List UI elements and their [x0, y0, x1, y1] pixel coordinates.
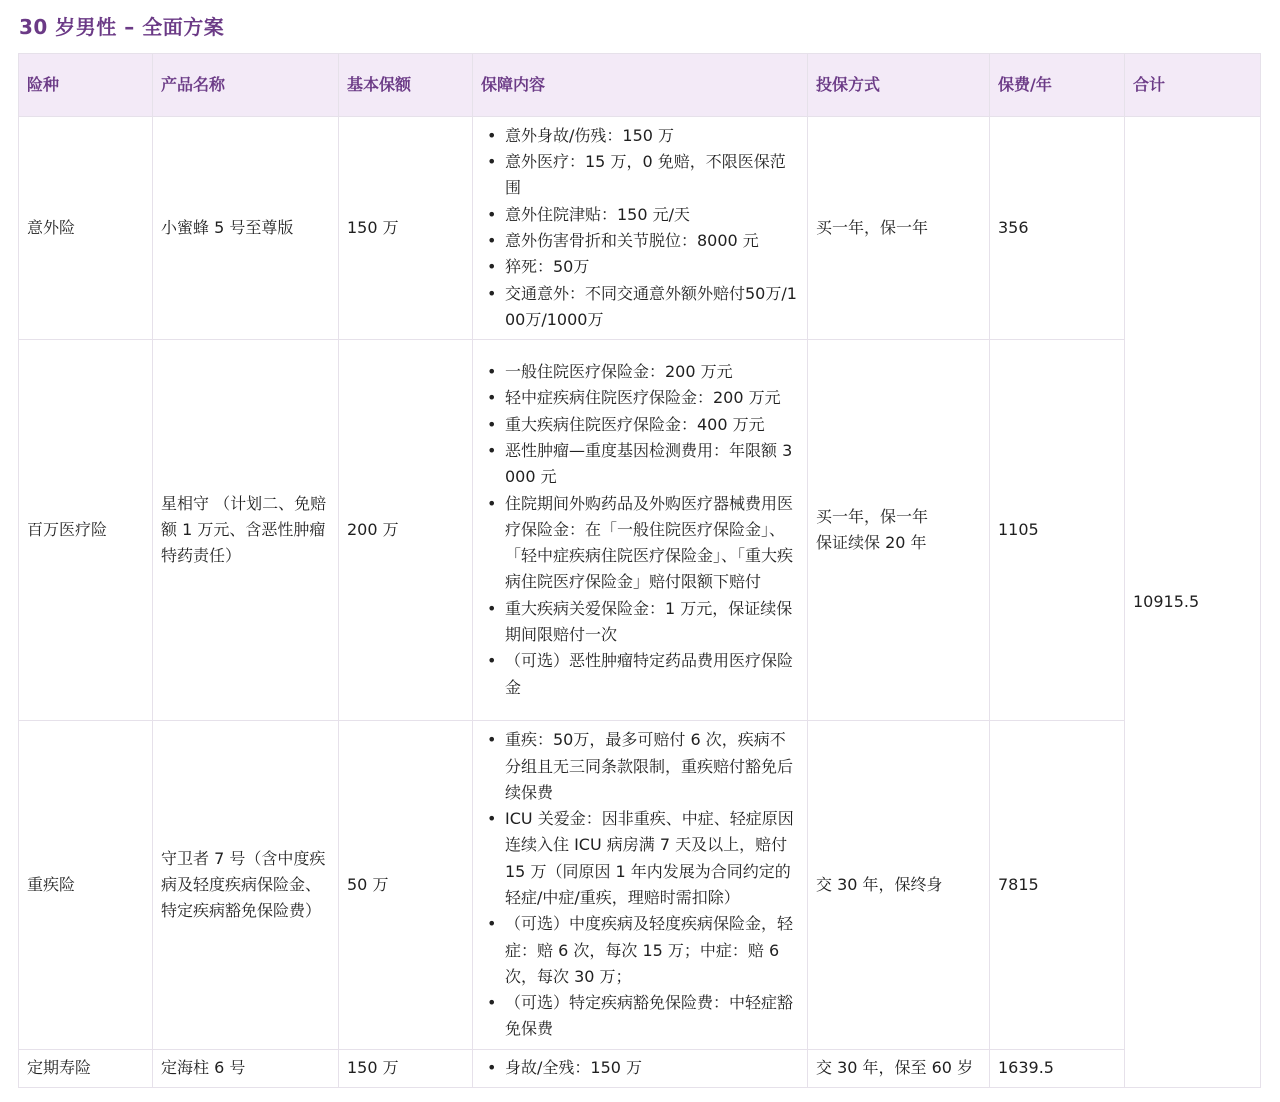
cell-method: [808, 340, 990, 721]
cell-premium: 1639.5: [990, 1050, 1125, 1088]
coverage-item: • （可选）中度疾病及轻度疾病保险金，轻症：赔 6 次，每次 15 万；中症：赔 6 次，每次 30 万；: [505, 911, 799, 990]
cell-type: 百万医疗险: [19, 340, 153, 721]
coverage-item: • 轻中症疾病住院医疗保险金：200 万元: [505, 385, 799, 411]
cell-product: 定海柱 6 号: [153, 1050, 339, 1088]
cell-type: 定期寿险: [19, 1050, 153, 1088]
coverage-item: • 住院期间外购药品及外购医疗器械费用医疗保险金：在「一般住院医疗保险金」、「轻中症疾病住院医疗保险金」、「重大疾病住院医疗保险金」赔付限额下赔付: [505, 491, 799, 596]
cell-amount: 150 万: [339, 1050, 473, 1088]
coverage-item: • 身故/全残：150 万: [505, 1055, 799, 1081]
cell-product: 星相守 （计划二、免赔额 1 万元、含恶性肿瘤特药责任）: [153, 340, 339, 721]
cell-premium: 1105: [990, 340, 1125, 721]
coverage-item: • 意外身故/伤残：150 万: [505, 123, 799, 149]
cell-coverage: [473, 117, 808, 340]
coverage-item: • 猝死：50万: [505, 254, 799, 280]
coverage-item: • 意外伤害骨折和关节脱位：8000 元: [505, 228, 799, 254]
header-method: 投保方式: [808, 54, 990, 117]
coverage-item: • （可选）特定疾病豁免保险费：中轻症豁免保费: [505, 990, 799, 1043]
insurance-plan-table: [18, 53, 1261, 1088]
method-line: 买一年，保一年: [816, 217, 929, 237]
table-row: [19, 1050, 1261, 1088]
coverage-item: • 重大疾病关爱保险金：1 万元，保证续保期间限赔付一次: [505, 596, 799, 649]
cell-amount: 50 万: [339, 721, 473, 1050]
header-product: 产品名称: [153, 54, 339, 117]
coverage-item: • 交通意外：不同交通意外额外赔付50万/100万/1000万: [505, 281, 799, 334]
cell-product: 小蜜蜂 5 号至尊版: [153, 117, 339, 340]
coverage-item: • ICU 关爱金：因非重疾、中症、轻症原因连续入住 ICU 病房满 7 天及以上，赔付 15 万（同原因 1 年内发展为合同约定的轻症/中症/重疾，理赔时需扣除）: [505, 806, 799, 911]
cell-total: 10915.5: [1125, 117, 1261, 1088]
coverage-list: [481, 1055, 799, 1081]
coverage-item: • 重大疾病住院医疗保险金：400 万元: [505, 412, 799, 438]
cell-coverage: [473, 721, 808, 1050]
table-header-row: [19, 54, 1261, 117]
method-line: 买一年，保一年: [816, 506, 929, 526]
coverage-item: • 意外医疗：15 万，0 免赔，不限医保范围: [505, 149, 799, 202]
cell-method: [808, 1050, 990, 1088]
method-line: 交 30 年，保终身: [816, 874, 943, 894]
cell-premium: 356: [990, 117, 1125, 340]
header-type: 险种: [19, 54, 153, 117]
cell-amount: 200 万: [339, 340, 473, 721]
header-total: 合计: [1125, 54, 1261, 117]
coverage-item: • 一般住院医疗保险金：200 万元: [505, 359, 799, 385]
header-premium: 保费/年: [990, 54, 1125, 117]
coverage-item: • （可选）恶性肿瘤特定药品费用医疗保险金: [505, 648, 799, 701]
cell-amount: 150 万: [339, 117, 473, 340]
cell-method: [808, 117, 990, 340]
coverage-item: • 意外住院津贴：150 元/天: [505, 202, 799, 228]
coverage-list: [481, 123, 799, 333]
coverage-list: [481, 359, 799, 701]
cell-type: 重疾险: [19, 721, 153, 1050]
cell-type: 意外险: [19, 117, 153, 340]
coverage-item: • 重疾：50万，最多可赔付 6 次，疾病不分组且无三同条款限制，重疾赔付豁免后续保费: [505, 727, 799, 806]
cell-coverage: [473, 1050, 808, 1088]
cell-method: [808, 721, 990, 1050]
cell-premium: 7815: [990, 721, 1125, 1050]
header-coverage: 保障内容: [473, 54, 808, 117]
table-row: [19, 721, 1261, 1050]
table-row: [19, 117, 1261, 340]
page-title: 30 岁男性 – 全面方案: [19, 15, 225, 39]
cell-product: 守卫者 7 号（含中度疾病及轻度疾病保险金、特定疾病豁免保险费）: [153, 721, 339, 1050]
method-line: 交 30 年，保至 60 岁: [816, 1058, 974, 1078]
table-row: [19, 340, 1261, 721]
cell-coverage: [473, 340, 808, 721]
header-amount: 基本保额: [339, 54, 473, 117]
coverage-item: • 恶性肿瘤—重度基因检测费用：年限额 3000 元: [505, 438, 799, 491]
coverage-list: [481, 727, 799, 1043]
method-line: 保证续保 20 年: [816, 533, 927, 552]
